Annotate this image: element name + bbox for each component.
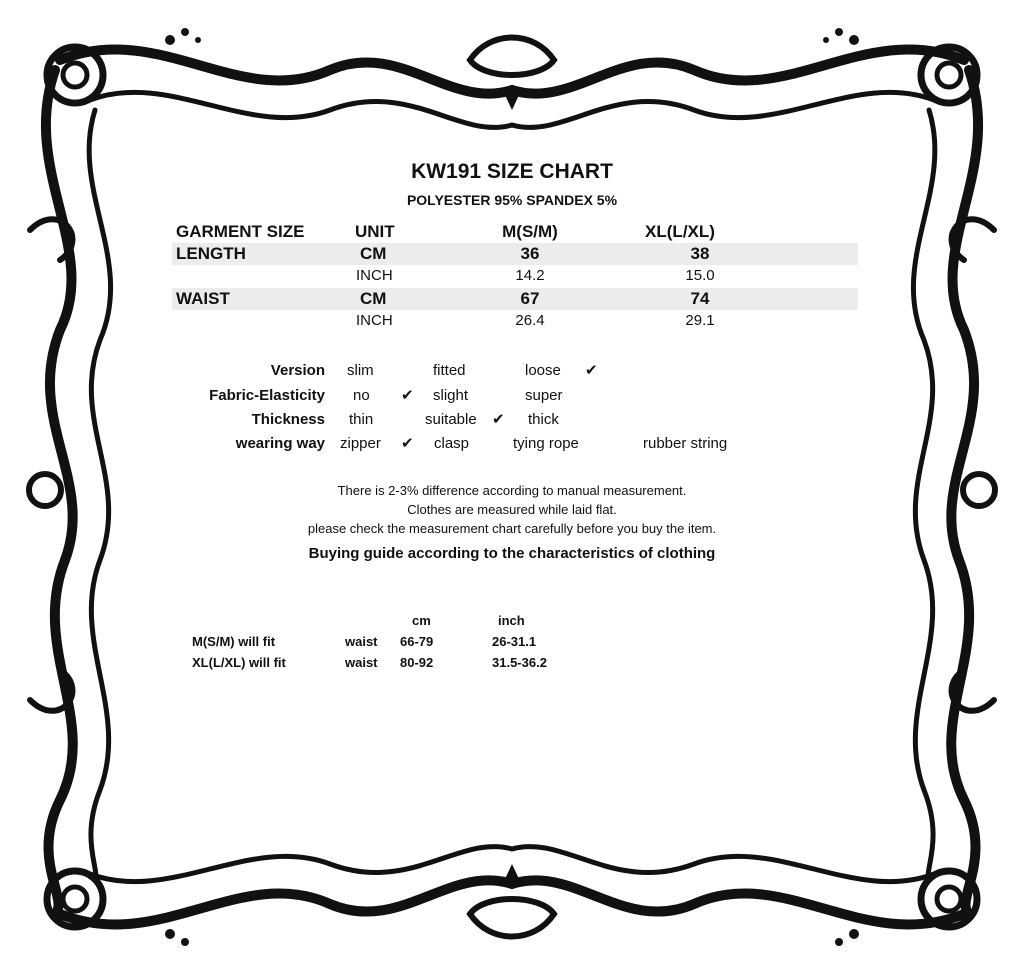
fit-xl-inch: 31.5-36.2 <box>492 655 547 670</box>
length-xl-inch: 15.0 <box>685 267 715 284</box>
option-thick: thick <box>528 411 559 428</box>
fit-part-waist: waist <box>345 634 378 649</box>
check-mark-icon: ✔ <box>585 362 598 379</box>
option-slight: slight <box>433 387 469 404</box>
option-tying-rope: tying rope <box>513 435 579 452</box>
waist-m-inch: 26.4 <box>515 312 545 329</box>
check-mark-icon: ✔ <box>492 411 505 428</box>
option-thin: thin <box>349 411 374 428</box>
fabric-composition: POLYESTER 95% SPANDEX 5% <box>406 192 618 208</box>
option-rubber-string: rubber string <box>643 435 728 452</box>
note-measurement-difference: There is 2-3% difference according to manual measurement. <box>337 483 687 498</box>
attr-label-elasticity: Fabric-Elasticity <box>209 387 325 404</box>
fit-size-xl: XL(L/XL) will fit <box>192 655 286 670</box>
attr-label-version: Version <box>270 362 325 379</box>
fit-header-inch: inch <box>498 613 525 628</box>
waist-m-cm: 67 <box>520 289 540 308</box>
option-clasp: clasp <box>434 435 470 452</box>
length-m-inch: 14.2 <box>515 267 545 284</box>
note-laid-flat: Clothes are measured while laid flat. <box>407 502 617 517</box>
option-fitted: fitted <box>433 362 466 379</box>
option-super: super <box>525 387 563 404</box>
note-check-chart: please check the measurement chart carefully before you buy the item. <box>307 521 717 536</box>
check-mark-icon: ✔ <box>401 387 414 404</box>
option-no: no <box>353 387 370 404</box>
header-size-xl: XL(L/XL) <box>645 222 715 241</box>
unit-inch: INCH <box>356 312 393 329</box>
header-garment-size: GARMENT SIZE <box>176 222 305 241</box>
unit-cm: CM <box>360 289 387 308</box>
option-slim: slim <box>347 362 374 379</box>
row-label-waist: WAIST <box>176 289 230 308</box>
fit-m-inch: 26-31.1 <box>492 634 537 649</box>
fit-part-waist: waist <box>345 655 378 670</box>
option-suitable: suitable <box>425 411 477 428</box>
option-zipper: zipper <box>340 435 381 452</box>
fit-xl-cm: 80-92 <box>400 655 434 670</box>
waist-xl-cm: 74 <box>690 289 710 308</box>
header-unit: UNIT <box>355 222 395 241</box>
buying-guide-title: Buying guide according to the characteristics of clothing <box>308 545 716 562</box>
fit-header-cm: cm <box>412 613 431 628</box>
option-loose: loose <box>525 362 561 379</box>
attr-label-wearing-way: wearing way <box>235 435 325 452</box>
waist-xl-inch: 29.1 <box>685 312 715 329</box>
fit-m-cm: 66-79 <box>400 634 434 649</box>
unit-inch: INCH <box>356 267 393 284</box>
attr-label-thickness: Thickness <box>251 411 325 428</box>
chart-title: KW191 SIZE CHART <box>411 160 613 183</box>
unit-cm: CM <box>360 244 387 263</box>
length-m-cm: 36 <box>520 244 540 263</box>
row-label-length: LENGTH <box>176 244 246 263</box>
header-size-m: M(S/M) <box>502 222 558 241</box>
check-mark-icon: ✔ <box>401 435 414 452</box>
fit-size-m: M(S/M) will fit <box>192 634 276 649</box>
length-xl-cm: 38 <box>690 244 710 263</box>
